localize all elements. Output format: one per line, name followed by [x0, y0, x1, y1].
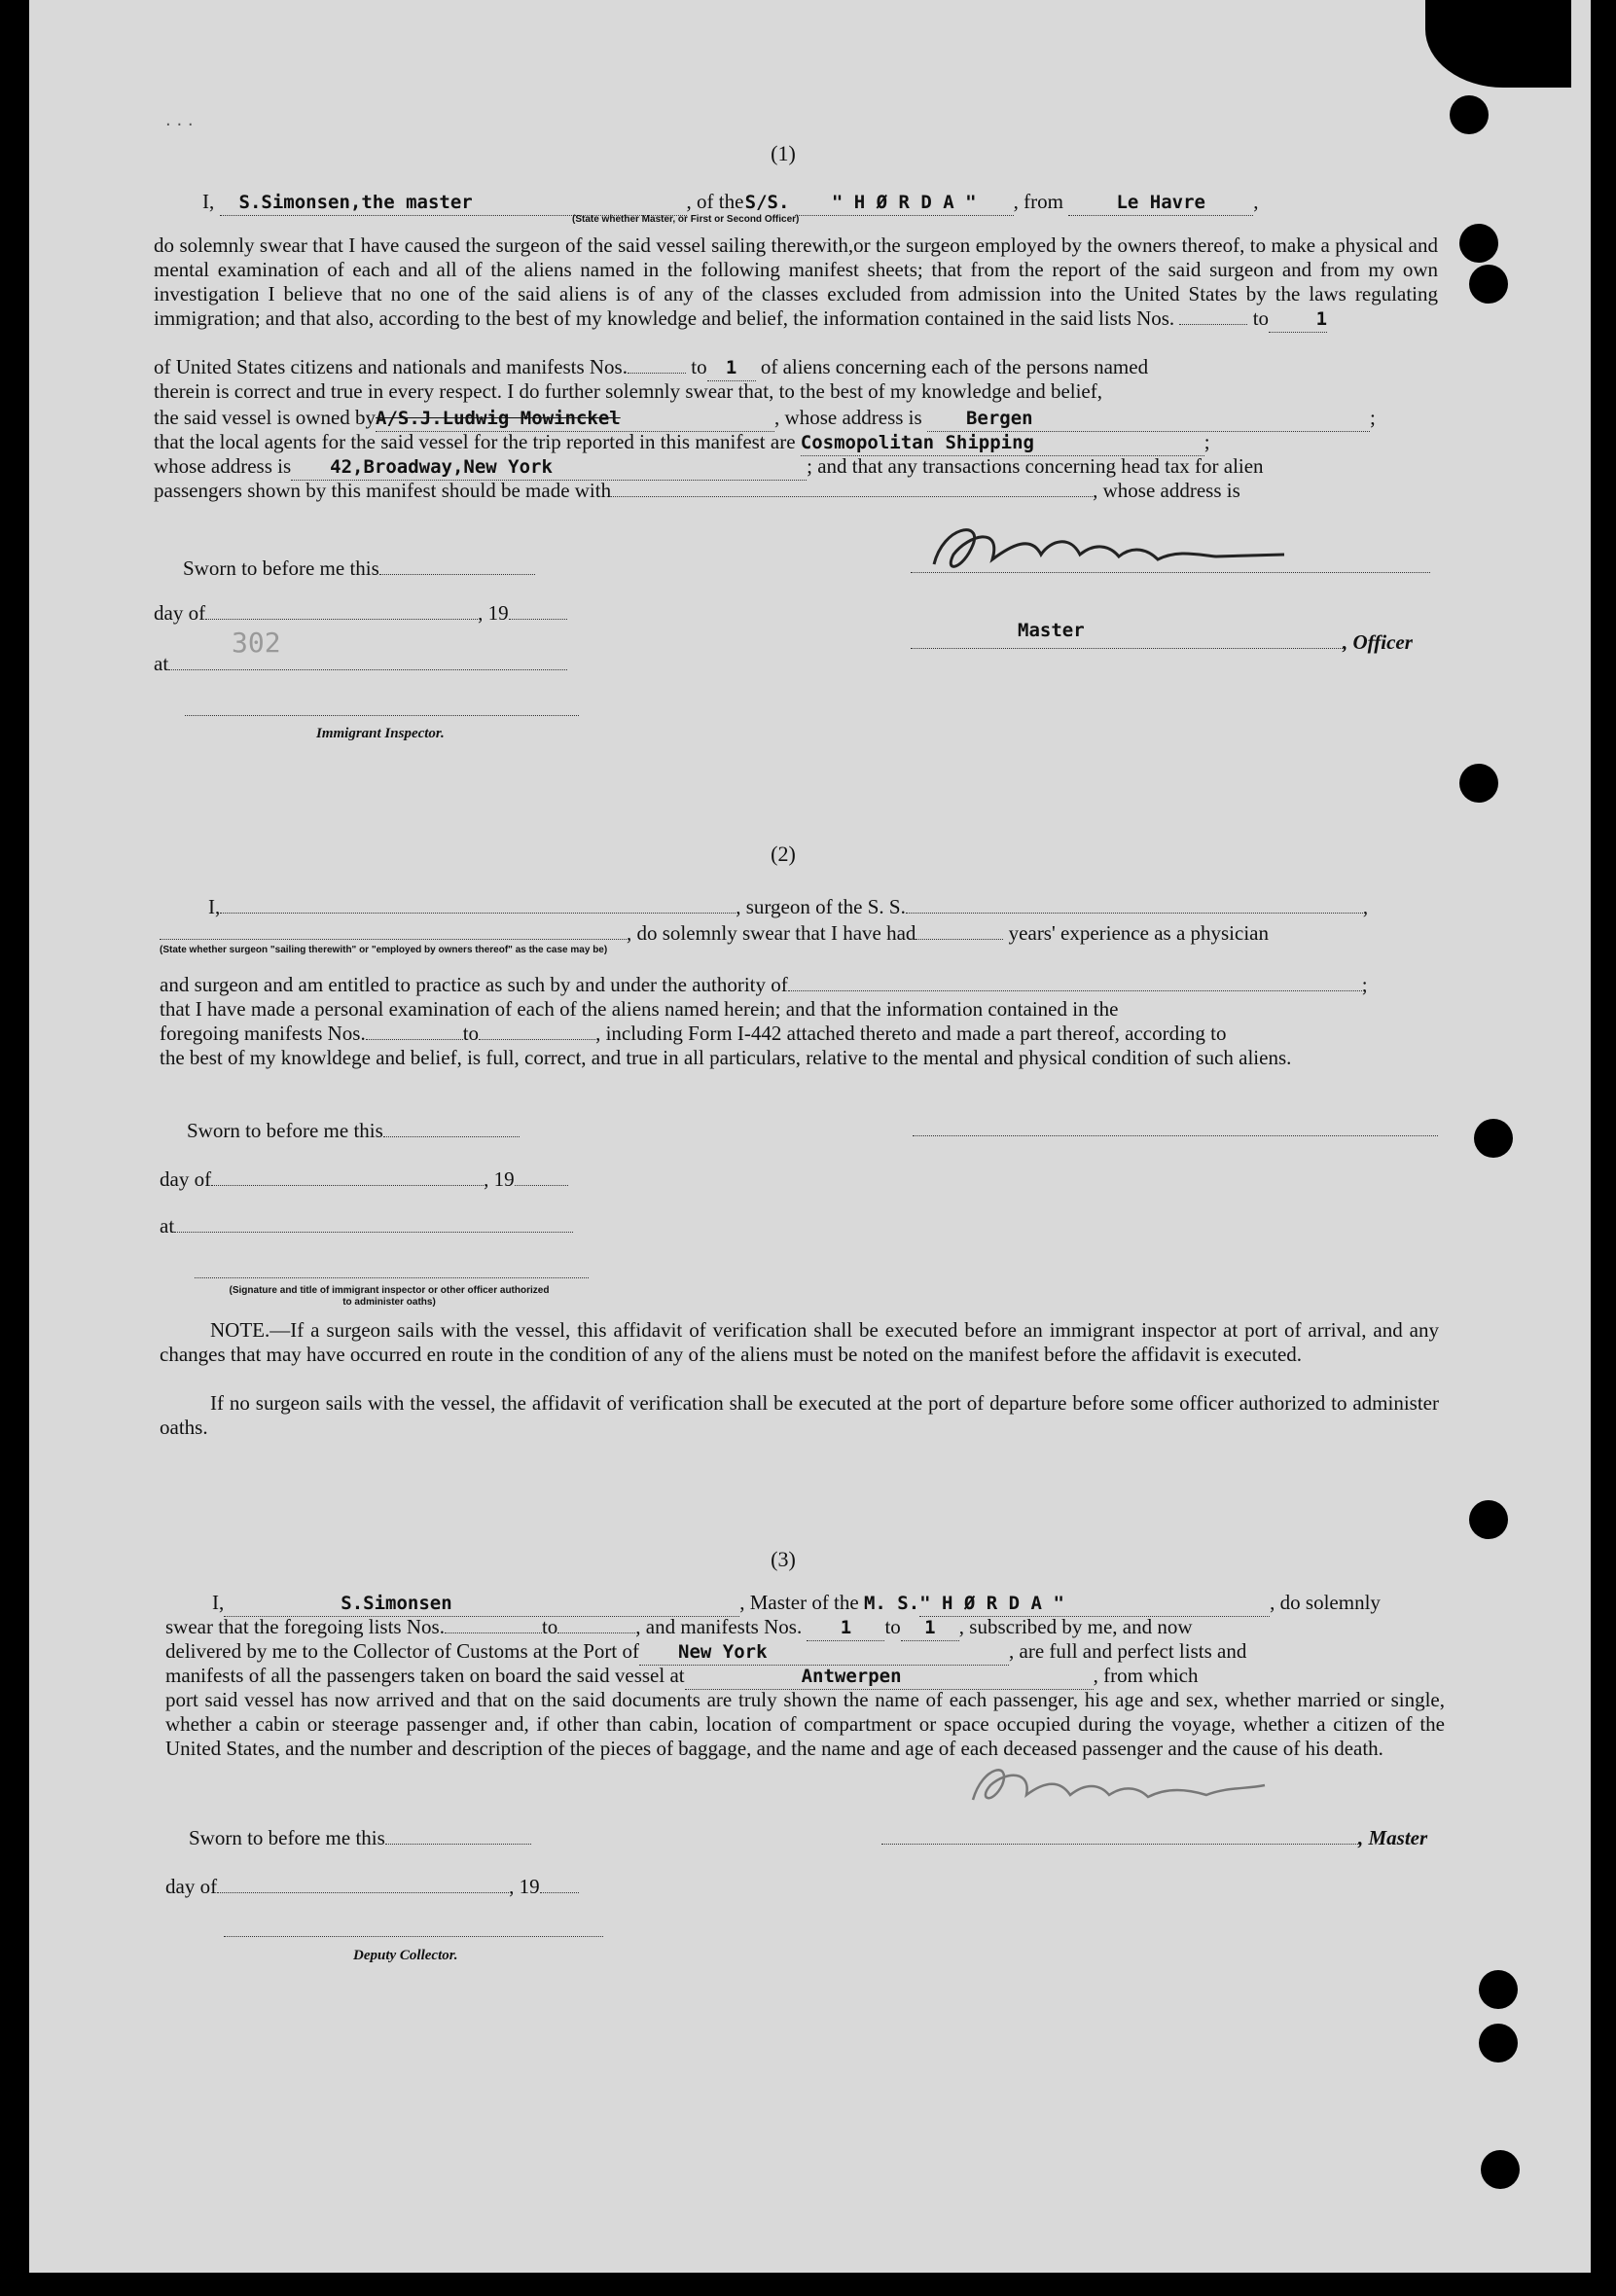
- officer-title: Master: [1018, 620, 1085, 641]
- foregoing-line: foregoing manifests Nos. to , including Form I-442 attached thereto and made a part thereof, according to: [160, 1022, 1227, 1045]
- sworn-line: Sworn to before me this: [187, 1119, 520, 1143]
- authority-line: and surgeon and am entitled to practice as such by and under the authority of ;: [160, 973, 1368, 996]
- punch-hole: [1474, 1119, 1513, 1158]
- day-of-line: day of , 19: [165, 1875, 579, 1899]
- officer-field[interactable]: [911, 648, 1343, 649]
- surgeon-name-field[interactable]: [220, 913, 736, 914]
- punch-hole: [1450, 95, 1489, 134]
- section-number: (1): [771, 141, 796, 165]
- lists-line: swear that the foregoing lists Nos. to , and manifests Nos. 1 to 1 , subscribed by me, and now: [165, 1615, 1193, 1641]
- lists-from-field[interactable]: [445, 1632, 542, 1633]
- collector-label: Deputy Collector.: [353, 1948, 458, 1963]
- sig-label: (Signature and title of immigrant inspector or other officer authorized to administer oaths): [229, 1285, 550, 1308]
- port-field[interactable]: New York: [639, 1640, 1009, 1666]
- officer-line: , Officer: [911, 630, 1413, 655]
- master-name-field[interactable]: S.Simonsen: [224, 1592, 739, 1617]
- punch-hole: [1469, 265, 1508, 304]
- day-of-field[interactable]: [205, 619, 478, 620]
- owner-address-field[interactable]: Bergen: [927, 407, 1370, 432]
- at-field[interactable]: [168, 669, 567, 670]
- section-number: (3): [771, 1547, 796, 1571]
- from-text: , from: [1013, 190, 1063, 213]
- from-port-field[interactable]: Le Havre: [1068, 191, 1253, 216]
- correct-line: therein is correct and true in every respect. I do further solemnly swear that, to the best of my knowledge and belief,: [154, 379, 1102, 403]
- experience-line: , do solemnly swear that I have had years' experience as a physician: [160, 921, 1269, 946]
- note-paragraph-2: If no surgeon sails with the vessel, the affidavit of verification shall be executed at the port of departure before some officer authorized to administer oaths.: [160, 1391, 1439, 1439]
- lists-from-field[interactable]: [1179, 324, 1247, 325]
- note-paragraph-1: NOTE.—If a surgeon sails with the vessel, this affidavit of verification shall be executed before an immigrant inspector at port of arrival, and any changes that may have occurred en route in the condition of any of the aliens must be noted on the manifest before the affidavit is executed.: [160, 1318, 1439, 1366]
- vessel-type: S/S.: [744, 192, 790, 213]
- manifests-from-field[interactable]: [628, 373, 686, 374]
- agents-address-field[interactable]: 42,Broadway,New York: [291, 455, 807, 481]
- master-line: I, S.Simonsen , Master of the M. S." H Ø R D A " , do solemnly: [212, 1591, 1381, 1617]
- prefix: I,: [202, 190, 215, 213]
- manifests-to-field[interactable]: 1: [707, 356, 756, 381]
- examination-line: that I have made a personal examination of each of the aliens named herein; and that the information contained in the: [160, 997, 1119, 1021]
- punch-hole: [1479, 1970, 1518, 2009]
- at-line: at: [154, 652, 567, 676]
- master-name-field[interactable]: S.Simonsen,the master: [220, 191, 687, 216]
- year-field[interactable]: [540, 1892, 579, 1893]
- manifest-from-field[interactable]: 1: [807, 1616, 884, 1641]
- day-of-field[interactable]: [217, 1892, 509, 1893]
- at-line: at: [160, 1214, 573, 1238]
- master-sign-line: , Master: [881, 1826, 1427, 1850]
- oath-paragraph-1: do solemnly swear that I have caused the surgeon of the said vessel sailing therewith,or the surgeon employed by the owners thereof, to make a physical and mental examination of each and all of the aliens named in the following manifest sheets; that from the report of the said surgeon and from my own investigation I believe that no one of the said aliens is of any of the classes excluded from admission into the United States by the laws regulating immigration; and that also, according to the best of my knowledge and belief, the information contained in the said lists Nos. to 1: [154, 233, 1438, 333]
- manifest-to-field[interactable]: 1: [901, 1616, 959, 1641]
- oath-line-1: I, S.Simonsen,the master , of the S/S. " H Ø R D A " , from Le Havre ,: [202, 190, 1259, 216]
- master-signature-field[interactable]: [881, 1844, 1358, 1845]
- vessel-name-field[interactable]: " H Ø R D A ": [919, 1592, 1270, 1617]
- faint-signature: [963, 1756, 1275, 1810]
- lists-to-field[interactable]: 1: [1269, 307, 1327, 333]
- lists-to-field[interactable]: [557, 1632, 635, 1633]
- punch-hole: [1481, 2150, 1520, 2189]
- owner-line: the said vessel is owned byA/S.J.Ludwig Mowinckel , whose address is Bergen ;: [154, 406, 1376, 432]
- inspector-line[interactable]: [185, 715, 579, 716]
- inspector-line[interactable]: [195, 1277, 589, 1278]
- passengers-line: passengers shown by this manifest should be made with , whose address is: [154, 479, 1240, 502]
- delivered-line: delivered by me to the Collector of Customs at the Port of New York , are full and perfect lists and: [165, 1639, 1246, 1666]
- foregoing-to-field[interactable]: [479, 1039, 595, 1040]
- years-field[interactable]: [916, 939, 1003, 940]
- stamp-mark: 302: [232, 627, 281, 659]
- foregoing-from-field[interactable]: [366, 1039, 463, 1040]
- sworn-line: Sworn to before me this: [183, 556, 535, 581]
- collector-line[interactable]: [224, 1936, 603, 1937]
- sworn-day-field[interactable]: [379, 574, 535, 575]
- torn-corner: [1425, 0, 1571, 88]
- agents-address-line: whose address is 42,Broadway,New York ; and that any transactions concerning head tax for alien: [154, 454, 1264, 481]
- surgeon-line: I, , surgeon of the S. S. ,: [208, 895, 1369, 918]
- sworn-line: Sworn to before me this: [189, 1826, 531, 1850]
- day-of-line: day of , 19: [160, 1167, 568, 1192]
- head-tax-agent-field[interactable]: [611, 496, 1093, 497]
- of-the-text: , of the: [686, 190, 744, 213]
- sworn-day-field[interactable]: [383, 1136, 520, 1137]
- punch-hole: [1469, 1500, 1508, 1539]
- agents-line: that the local agents for the said vessel for the trip reported in this manifest are Cosmopolitan Shipping ;: [154, 430, 1210, 456]
- owner-field[interactable]: A/S.J.Ludwig Mowinckel: [376, 407, 774, 432]
- surgeon-vessel-field[interactable]: [906, 913, 1363, 914]
- signature-line[interactable]: [911, 572, 1430, 573]
- agents-field[interactable]: Cosmopolitan Shipping: [801, 431, 1204, 456]
- title-sub-label: (State whether Master, or First or Second Officer): [572, 214, 800, 225]
- surgeon-sub-label: (State whether surgeon "sailing therewith" or "employed by owners thereof" as the case may be): [160, 945, 608, 955]
- authority-field[interactable]: [788, 990, 1362, 991]
- manifests-line: manifests of all the passengers taken on board the said vessel at Antwerpen , from which: [165, 1664, 1199, 1690]
- section-number: (2): [771, 842, 796, 866]
- departure-port-field[interactable]: Antwerpen: [685, 1665, 1094, 1690]
- citizens-line: of United States citizens and nationals and manifests Nos. to 1 of aliens concerning each of the persons named: [154, 355, 1148, 381]
- punch-hole: [1459, 764, 1498, 803]
- inspector-label: Immigrant Inspector.: [316, 726, 445, 741]
- day-of-line: day of , 19: [154, 601, 567, 626]
- year-field[interactable]: [515, 1185, 568, 1186]
- sailing-field[interactable]: [160, 939, 627, 940]
- document-page: [29, 0, 1591, 2273]
- vessel-name-field[interactable]: " H Ø R D A ": [795, 191, 1014, 216]
- speck-marks: · · ·: [165, 115, 194, 135]
- punch-hole: [1459, 224, 1498, 263]
- sworn-day-field[interactable]: [385, 1844, 531, 1845]
- at-field[interactable]: [174, 1232, 573, 1233]
- vessel-type: M. S.: [863, 1593, 920, 1614]
- master-signature: [924, 516, 1294, 584]
- day-of-field[interactable]: [211, 1185, 484, 1186]
- punch-hole: [1479, 2024, 1518, 2063]
- year-field[interactable]: [509, 619, 567, 620]
- belief-paragraph: the best of my knowldege and belief, is full, correct, and true in all particulars, relative to the mental and physical condition of such aliens.: [160, 1046, 1292, 1069]
- arrival-paragraph: port said vessel has now arrived and that on the said documents are truly shown the name of each passenger, his age and sex, whether married or single, whether a cabin or steerage passenger and, if other than cabin, location of compartment or space occupied during the voyage, whether a citizen of the United States, and the number and description of the pieces of baggage, and the name and age of each deceased passenger and the cause of his death.: [165, 1688, 1445, 1760]
- surgeon-signature-line[interactable]: [913, 1135, 1438, 1136]
